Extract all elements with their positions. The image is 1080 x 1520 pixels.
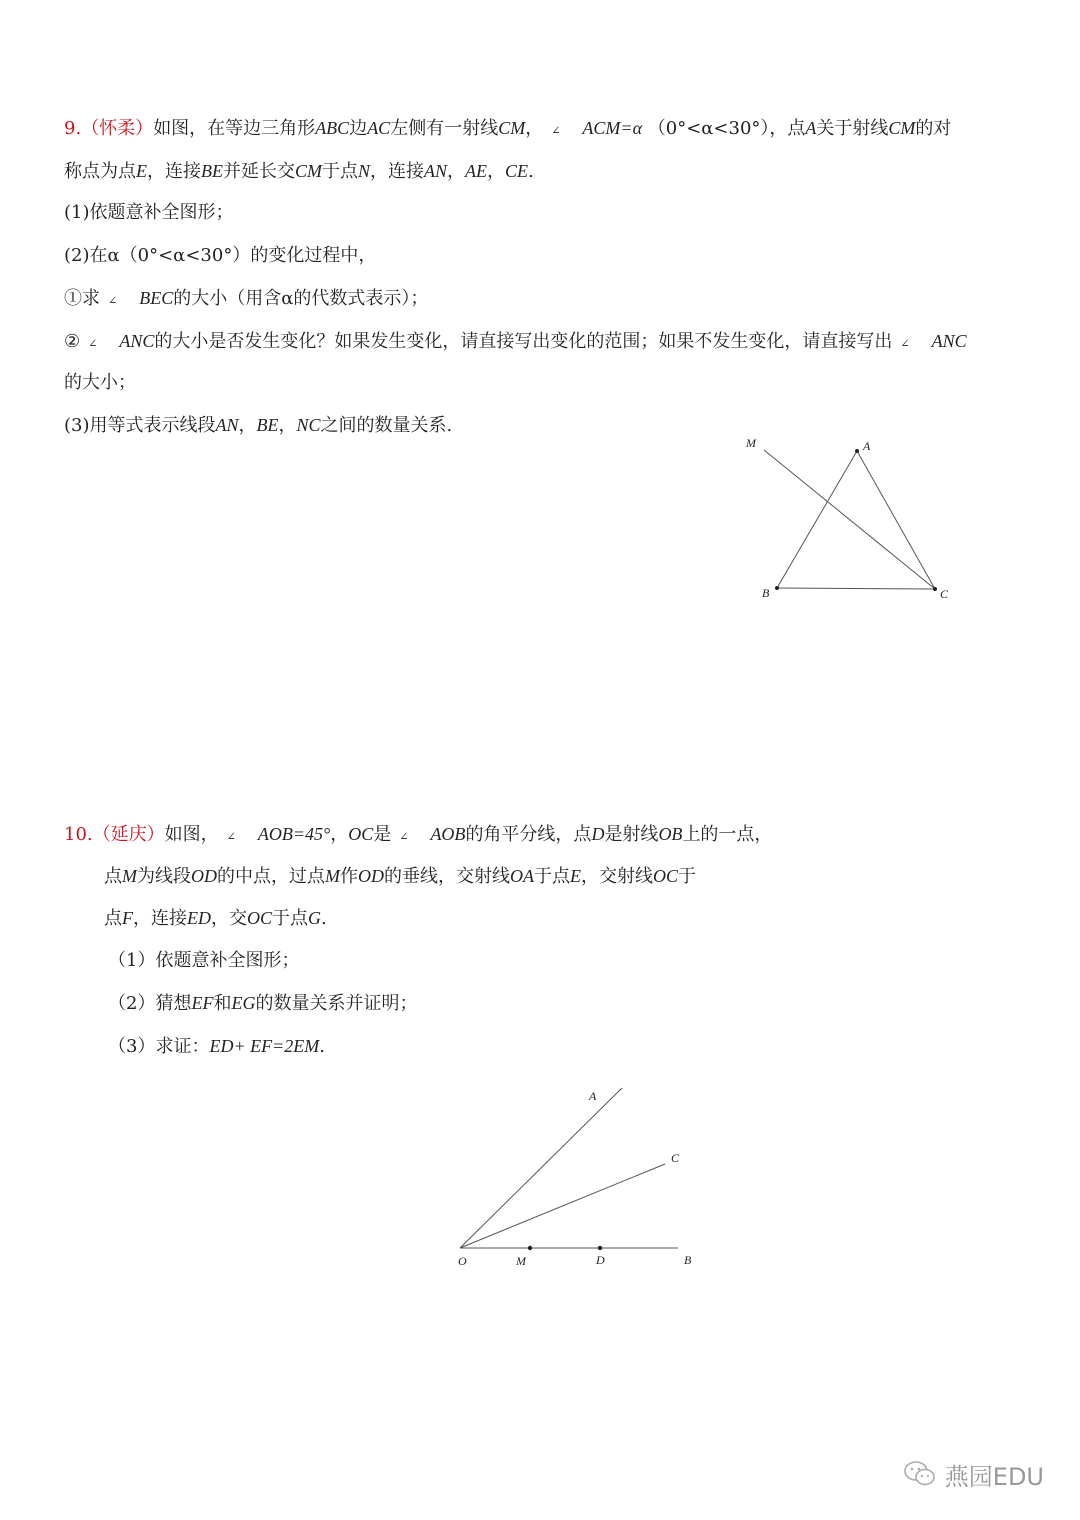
q10-source-tag: （延庆） bbox=[92, 824, 165, 845]
ray-oa bbox=[460, 1088, 622, 1248]
q9-part-3: (3)用等式表示线段AN，BE，NC之间的数量关系. bbox=[64, 415, 453, 436]
q10-part-1: （1）依题意补全图形； bbox=[108, 950, 300, 971]
q10-number: 10. bbox=[64, 824, 93, 845]
q10-line-1: 10.（延庆）如图， ∠ AOB=45°，OC是 ∠ AOB的角平分线，点D是射线OB上的一点， bbox=[64, 824, 773, 845]
q10-line-3: 点F，连接ED，交OC于点G. bbox=[104, 908, 327, 929]
q9-part-1: (1)依题意补全图形； bbox=[64, 202, 234, 223]
label-m: M bbox=[516, 1254, 526, 1268]
side-ab bbox=[777, 451, 857, 588]
label-a: A bbox=[589, 1089, 597, 1103]
watermark-text: 燕园EDU bbox=[944, 1462, 1044, 1491]
q9-part-2: (2)在α（0°<α<30°）的变化过程中， bbox=[64, 245, 377, 266]
side-ac bbox=[857, 451, 935, 589]
label-m: M bbox=[746, 436, 756, 450]
label-b: B bbox=[762, 586, 770, 600]
label-c: C bbox=[671, 1151, 680, 1165]
ray-cm bbox=[764, 450, 935, 589]
angle-symbol: ∠ bbox=[551, 124, 561, 137]
q9-part-2-sub-1: ①求 ∠ BEC的大小（用含α的代数式表示）； bbox=[64, 288, 429, 309]
wechat-icon bbox=[903, 1459, 937, 1489]
q9-number: 9. bbox=[64, 118, 82, 139]
q10-part-2: （2）猜想EF和EG的数量关系并证明； bbox=[108, 993, 418, 1014]
point-c bbox=[933, 587, 937, 591]
q9-part-2-sub-2: ② ∠ ANC的大小是否发生变化？如果发生变化，请直接写出变化的范围；如果不发生变化，请直接写出 ∠ ANC bbox=[64, 331, 967, 352]
label-o: O bbox=[458, 1254, 467, 1268]
q9-figure bbox=[730, 425, 970, 615]
q10-part-3: （3）求证：ED+ EF=2EM. bbox=[108, 1036, 325, 1057]
q9-line-2: 称点为点E，连接BE并延长交CM于点N，连接AN，AE，CE. bbox=[64, 161, 534, 182]
q9-part-2-sub-2-cont: 的大小； bbox=[64, 372, 136, 393]
q9-line-1: 9.（怀柔）如图，在等边三角形ABC边AC左侧有一射线CM， ∠ ACM=α （0°<α<30°），点A关于射线CM的对 bbox=[64, 118, 952, 139]
point-d bbox=[598, 1246, 602, 1250]
point-m bbox=[528, 1246, 532, 1250]
q10-figure bbox=[440, 1075, 720, 1285]
point-a bbox=[855, 449, 859, 453]
q9-source-tag: （怀柔） bbox=[81, 118, 154, 139]
point-b bbox=[775, 586, 779, 590]
label-a: A bbox=[863, 439, 871, 453]
label-c: C bbox=[940, 587, 949, 601]
side-bc bbox=[777, 588, 935, 589]
watermark bbox=[903, 1456, 1044, 1492]
q10-line-2: 点M为线段OD的中点，过点M作OD的垂线，交射线OA于点E，交射线OC于 bbox=[104, 866, 697, 887]
label-d: D bbox=[596, 1253, 605, 1267]
ray-oc bbox=[460, 1164, 665, 1248]
label-b: B bbox=[684, 1253, 692, 1267]
